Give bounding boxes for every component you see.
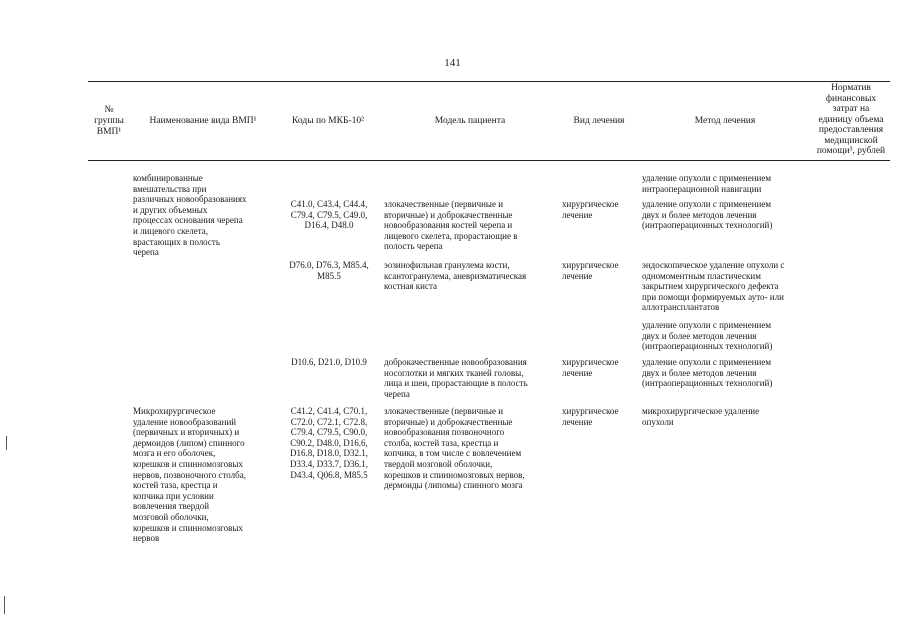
treatment-method-row-2-extra: удаление опухоли с применением двух и более методов лечения (интраоперационных технологий) [642, 320, 773, 352]
header-patient-model: Модель пациента [434, 116, 506, 126]
vmp-name-combined: комбинированные вмешательства при различных новообразованиях и других объемных процессах основания черепа и лицевого скелета, врастающих в полость черепа [133, 173, 247, 258]
method-navigation: удаление опухоли с применением интраоперационной навигации [642, 173, 772, 194]
scan-edge-mark-top [6, 436, 7, 450]
treatment-type-row-3: хирургическое лечение [562, 357, 619, 378]
header-treatment-method: Метод лечения [694, 116, 756, 126]
vmp-name-microsurgical: Микрохирургическое удаление новообразований (первичных и вторичных) и дермоидов (липом) спинного мозга и его оболочек, корешков и спинномозговых нервов, позвоночного столба, костей таза, крестца и копчика при условии вовлечения твердой мозговой оболочки, корешков и спинномозговых нервов [133, 406, 246, 544]
icd-codes-row-3: D10.6, D21.0, D10.9 [291, 357, 367, 367]
header-treatment-type: Вид лечения [573, 116, 625, 126]
icd-codes-row-4: C41.2, C41.4, C70.1, C72.0, C72.1, C72.8, C79.4, C79.5, C90.0, C90.2, D48.0, D16.6, D16.8, D18.0, D32.1, D33.4, D33.7, D36.1, D43.4, Q06.8, M85.5 [290, 406, 368, 480]
patient-model-row-1: злокачественные (первичные и вторичные) и доброкачественные новообразования костей черепа и лицевого скелета, прорастающие в полость черепа [384, 199, 518, 252]
treatment-type-row-2: хирургическое лечение [562, 260, 619, 281]
treatment-method-row-2: эндоскопическое удаление опухоли с одномоментным пластическим закрытием хирургического дефекта при помощи формируемых ауто- или аллотрансплантатов [642, 260, 785, 313]
patient-model-row-2: эозинофильная гранулема кости, ксантогранулема, аневризматическая костная киста [384, 260, 527, 292]
icd-codes-row-1: C41.0, C43.4, C44.4, C79.4, C79.5, C49.0, D16.4, D48.0 [290, 199, 368, 231]
table-header-rule [88, 160, 890, 161]
treatment-type-row-1: хирургическое лечение [562, 199, 619, 220]
treatment-method-row-1: удаление опухоли с применением двух и более методов лечения (интраоперационных технологий) [642, 199, 773, 231]
patient-model-row-4: злокачественные (первичные и вторичные) и доброкачественные новообразования позвоночного столба, костей таза, крестца и копчика, в том числе с вовлечением твердой мозговой оболочки, корешков и спинномозговых нервов, дермоиды (липомы) спинного мозга [384, 406, 525, 491]
treatment-type-row-4: хирургическое лечение [562, 406, 619, 427]
patient-model-row-3: доброкачественные новообразования носоглотки и мягких тканей головы, лица и шеи, прорастающие в полость черепа [384, 357, 528, 399]
header-icd-codes: Коды по МКБ-10² [292, 116, 364, 126]
page-number: 141 [444, 57, 461, 69]
header-financial-norm: Норматив финансовых затрат на единицу объема предоставления медицинской помощи³, рублей [816, 83, 886, 156]
table-top-rule [88, 81, 890, 82]
treatment-method-row-4: микрохирургическое удаление опухоли [642, 406, 760, 427]
scan-edge-mark-bottom [4, 596, 5, 614]
icd-codes-row-2: D76.0, D76.3, M85.4, M85.5 [289, 260, 369, 281]
header-group-number: № группы ВМП¹ [94, 105, 124, 137]
header-vmp-name: Наименование вида ВМП¹ [149, 116, 257, 126]
treatment-method-row-3: удаление опухоли с применением двух и более методов лечения (интраоперационных технологий) [642, 357, 773, 389]
